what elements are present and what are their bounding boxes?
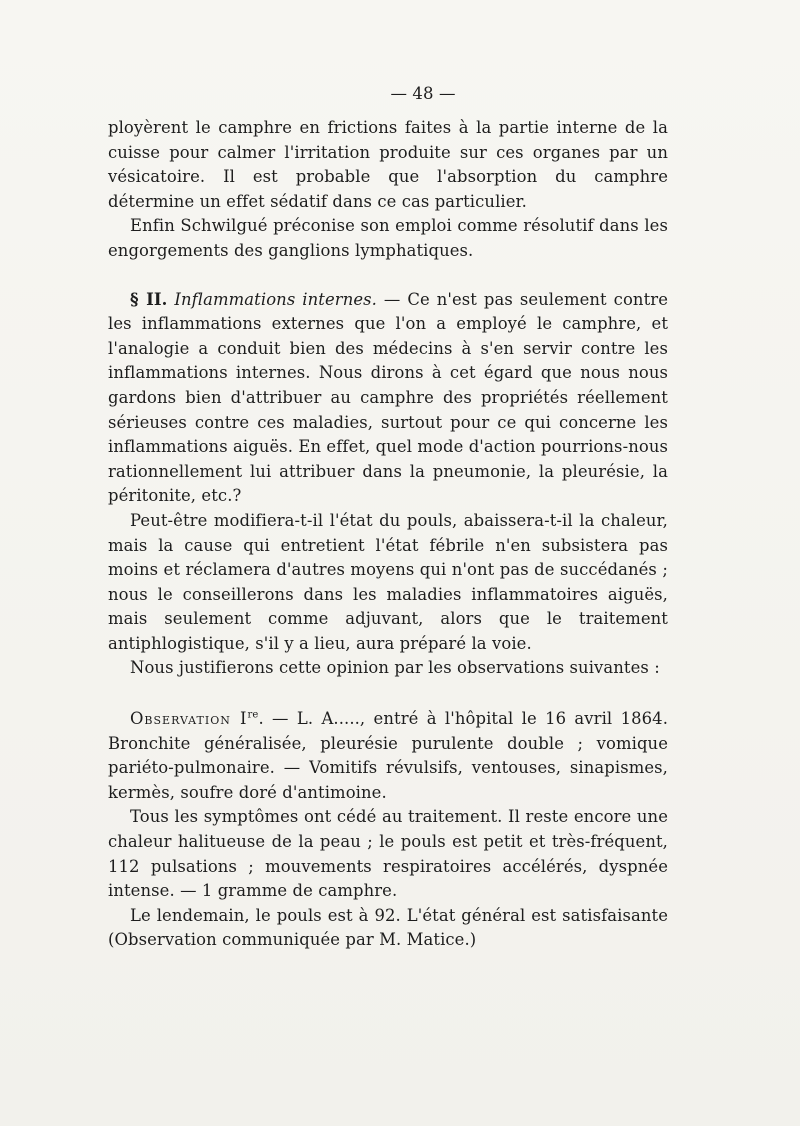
- paragraph-7: Tous les symptômes ont cédé au traitement. Il reste encore une chaleur halitueuse de la peau ; le pouls est petit et très-fréquent, 112 pulsations ; mouvements respiratoires accélérés, dyspnée intense. — 1 gramme de camphre.: [108, 807, 668, 901]
- observation-paragraph: [108, 707, 668, 805]
- paragraph-8: Le lendemain, le pouls est à 92. L'état général est satisfaisante (Observation communiquée par M. Matice.): [108, 905, 668, 950]
- observation-label: Observation I: [130, 709, 248, 729]
- section-paragraph: [108, 288, 668, 509]
- paragraph-5: Nous justifierons cette opinion par les observations suivantes :: [130, 658, 660, 678]
- page-number: — 48 —: [390, 84, 456, 103]
- text-block: [108, 82, 668, 953]
- paragraph-1: ployèrent le camphre en frictions faites à la partie interne de la cuisse pour calmer l'irritation produite sur ces organes par un vésicatoire. Il est probable que l'absorption du camphre détermine un effet sédatif dans ce cas particulier.: [108, 118, 668, 211]
- section-title: Inflammations internes.: [174, 289, 377, 309]
- observation-text: . — L. A....., entré à l'hôpital le 16 avril 1864. Bronchite généralisée, pleurésie purulente double ; vomique pariéto-pulmonaire. — Vomitifs révulsifs, ventouses, sinapismes, kermès, soufre doré d'antimoine.: [108, 709, 669, 802]
- section-mark: § II.: [130, 289, 168, 309]
- paragraph-4: Peut-être modifiera-t-il l'état du pouls, abaissera-t-il la chaleur, mais la cause qui entretient l'état fébrile n'en subsistera pas moins et réclamera d'autres moyens qui n'ont pas de succédanés ; nous le conseillerons dans les maladies inflammatoires aiguës, mais seulement comme adjuvant, alors que le traitement antiphlogistique, s'il y a lieu, aura préparé la voie.: [108, 510, 668, 653]
- observation-sup: re: [247, 709, 259, 721]
- section-text: — Ce n'est pas seulement contre les inflammations externes que l'on a employé le camphre, et l'analogie a conduit bien des médecins à s'en servir contre les inflammations internes. Nous dirons à cet égard que nous nous gardons bien d'attribuer au camphre des propriétés réellement sérieuses contre ces maladies, surtout pour ce qui concerne les inflammations aiguës. En effet, quel mode d'action pourrions-nous rationnellement lui attribuer dans la pneumonie, la pleurésie, la péritonite, etc.?: [108, 289, 669, 506]
- paragraph-2: Enfin Schwilgué préconise son emploi comme résolutif dans les engorgements des ganglions lymphatiques.: [108, 216, 668, 260]
